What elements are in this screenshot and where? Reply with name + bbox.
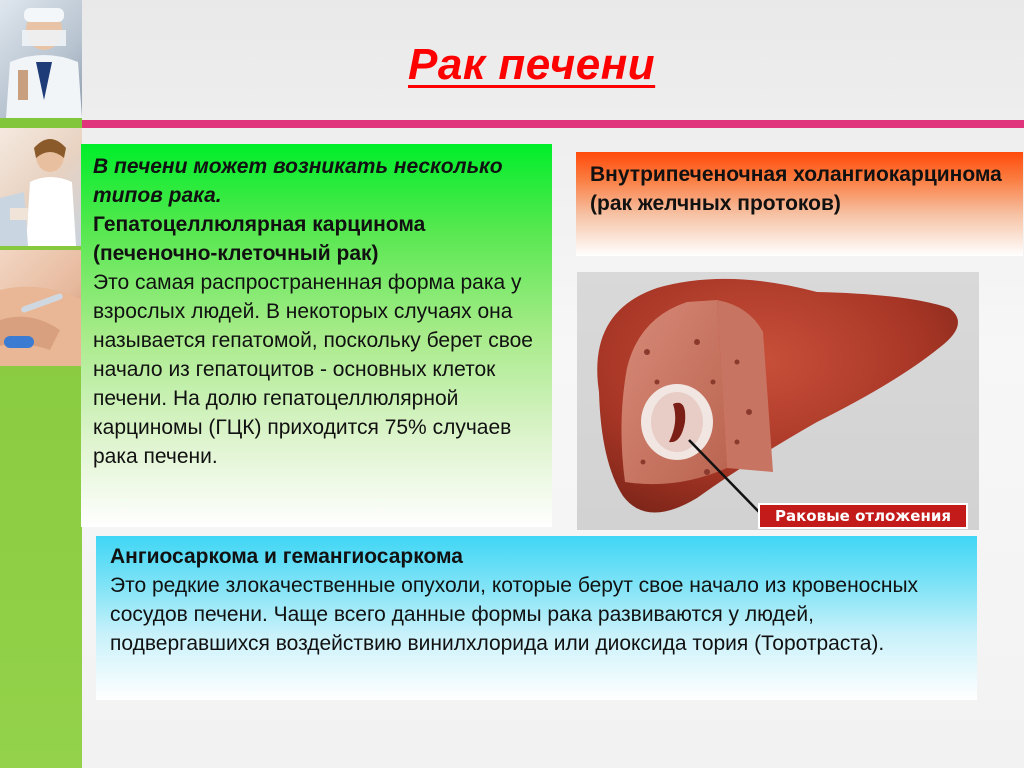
cancer-deposits-label: Раковые отложения: [758, 503, 968, 529]
hcc-intro-heading: В печени может возникать несколько типов рака.: [93, 155, 503, 207]
angiosarcoma-body-text: Это редкие злокачественные опухоли, которые берут свое начало из кровеносных сосудов печени. Чаще всего данные формы рака развиваются у людей, подвергавшихся воздействию винилхлорида или диоксида тория (Торотраста).: [110, 574, 919, 655]
hcc-textbox: [81, 144, 552, 527]
nurse-photo: [0, 128, 82, 246]
cholangio-heading: Внутрипеченочная холангиокарцинома (рак желчных протоков): [590, 163, 1002, 215]
angiosarcoma-heading: Ангиосаркома и гемангиосаркома: [110, 545, 463, 568]
hcc-type-heading: Гепатоцеллюлярная карцинома (печеночно-клеточный рак): [93, 213, 426, 265]
title-divider: [82, 120, 1024, 128]
liver-illustration: [577, 272, 979, 530]
injection-photo: [0, 250, 82, 366]
hcc-body-text: Это самая распространенная форма рака у взрослых людей. В некоторых случаях она называется гепатомой, поскольку берет свое начало из гепатоцитов - основных клеток печени. На долю гепатоцеллюлярной карциномы (ГЦК) приходится 75% случаев рака печени.: [93, 271, 533, 468]
doctor-photo: [0, 0, 82, 118]
cholangio-textbox: [576, 152, 1023, 256]
slide-title: Рак печени: [408, 40, 656, 89]
angiosarcoma-textbox: [96, 536, 977, 700]
